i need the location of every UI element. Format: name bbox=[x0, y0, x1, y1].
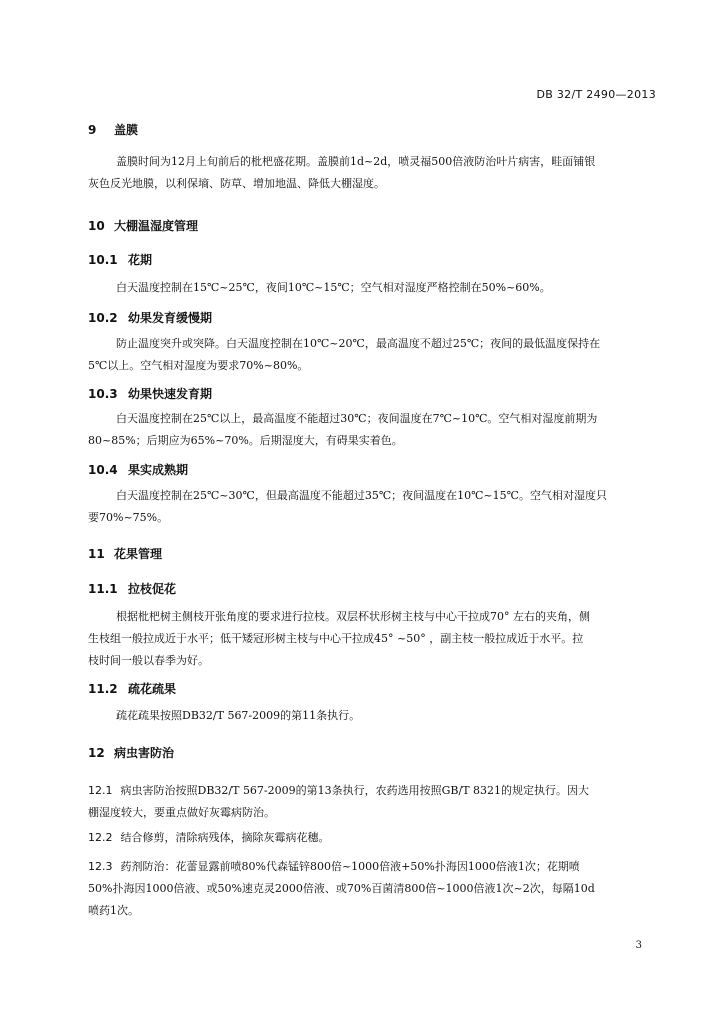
section-number: 12 bbox=[88, 746, 105, 760]
section-number: 10.4 bbox=[88, 463, 118, 477]
standard-code-header: DB 32/T 2490—2013 bbox=[536, 88, 656, 101]
section-10-4-paragraph bbox=[88, 485, 658, 529]
section-12-1-paragraph bbox=[88, 780, 658, 824]
section-heading-10-3 bbox=[88, 385, 212, 402]
section-heading-12 bbox=[88, 744, 174, 761]
section-title: 花果管理 bbox=[114, 547, 163, 561]
paragraph-line: 根据枇杷树主侧枝开张角度的要求进行拉枝。双层杯状形树主枝与中心干拉成70° 左右的夹角，侧 bbox=[116, 610, 590, 623]
section-title: 病虫害防治 bbox=[114, 746, 175, 760]
paragraph-line: 结合修剪，清除病残体，摘除灰霉病花穗。 bbox=[120, 831, 330, 844]
paragraph-line: 灰色反光地膜，以利保墒、防草、增加地温、降低大棚湿度。 bbox=[88, 177, 385, 190]
paragraph-line: 50%扑海因1000倍液、或50%速克灵2000倍液、或70%百菌清800倍~1000倍液1次~2次，每隔10d bbox=[88, 882, 595, 895]
paragraph-line: 病虫害防治按照DB32/T 567-2009的第13条执行，农药选用按照GB/T 8321的规定执行。因大 bbox=[120, 784, 590, 797]
section-10-2-paragraph bbox=[88, 333, 658, 377]
paragraph-line: 生枝组一般拉成近于水平；低干矮冠形树主枝与中心干拉成45° ~50° ，副主枝一般拉成近于水平。拉 bbox=[88, 632, 584, 645]
paragraph-line: 80~85%；后期应为65%~70%。后期湿度大，有碍果实着色。 bbox=[88, 434, 403, 447]
paragraph-line: 枝时间一般以春季为好。 bbox=[88, 654, 209, 667]
paragraph-line: 药剂防治：花蕾显露前喷80%代森锰锌800倍~1000倍液+50%扑海因1000倍液1次；花期喷 bbox=[120, 860, 580, 873]
section-heading-10-4 bbox=[88, 461, 188, 478]
section-heading-11 bbox=[88, 545, 162, 562]
paragraph-line: 白天温度控制在25℃~30℃，但最高温度不能超过35℃；夜间温度在10℃~15℃。空气相对湿度只 bbox=[116, 489, 607, 502]
section-number: 10.3 bbox=[88, 387, 118, 401]
section-title: 幼果快速发育期 bbox=[128, 387, 213, 401]
section-11-1-paragraph bbox=[88, 606, 658, 672]
section-title: 果实成熟期 bbox=[128, 463, 189, 477]
section-heading-10-2 bbox=[88, 309, 212, 326]
page-number: 3 bbox=[635, 940, 642, 951]
section-title: 幼果发育缓慢期 bbox=[128, 311, 213, 325]
section-heading-9 bbox=[88, 121, 138, 138]
section-number: 11.1 bbox=[88, 582, 118, 596]
paragraph-line: 棚湿度较大，要重点做好灰霉病防治。 bbox=[88, 806, 275, 819]
section-title: 盖膜 bbox=[114, 123, 139, 137]
section-heading-11-1 bbox=[88, 580, 176, 597]
section-9-paragraph bbox=[88, 151, 658, 195]
section-10-1-paragraph bbox=[88, 277, 658, 299]
section-title: 疏花疏果 bbox=[128, 682, 177, 696]
clause-number: 12.2 bbox=[88, 831, 113, 844]
clause-number: 12.3 bbox=[88, 860, 113, 873]
section-number: 11.2 bbox=[88, 682, 118, 696]
section-heading-10-1 bbox=[88, 251, 152, 268]
paragraph-line: 要70%~75%。 bbox=[88, 511, 169, 524]
section-12-2-paragraph bbox=[88, 827, 658, 849]
section-11-2-paragraph bbox=[88, 705, 658, 727]
section-12-3-paragraph bbox=[88, 856, 658, 922]
section-title: 花期 bbox=[128, 253, 153, 267]
section-number: 9 bbox=[88, 123, 97, 137]
paragraph-line: 疏花疏果按照DB32/T 567-2009的第11条执行。 bbox=[116, 709, 361, 722]
clause-number: 12.1 bbox=[88, 784, 113, 797]
paragraph-line: 喷药1次。 bbox=[88, 904, 139, 917]
section-number: 10.1 bbox=[88, 253, 118, 267]
section-10-3-paragraph bbox=[88, 408, 658, 452]
section-number: 11 bbox=[88, 547, 105, 561]
section-number: 10 bbox=[88, 219, 105, 233]
section-heading-10 bbox=[88, 217, 198, 234]
paragraph-line: 盖膜时间为12月上旬前后的枇杷盛花期。盖膜前1d~2d，喷灵福500倍液防治叶片病害，畦面铺银 bbox=[116, 155, 596, 168]
paragraph-line: 白天温度控制在25℃以上，最高温度不能超过30℃；夜间温度在7℃~10℃。空气相对湿度前期为 bbox=[116, 412, 598, 425]
paragraph-line: 防止温度突升或突降。白天温度控制在10℃~20℃，最高温度不超过25℃；夜间的最低温度保持在 bbox=[116, 337, 601, 350]
paragraph-line: 白天温度控制在15℃~25℃，夜间10℃~15℃；空气相对湿度严格控制在50%~60%。 bbox=[116, 281, 551, 294]
section-number: 10.2 bbox=[88, 311, 118, 325]
section-title: 大棚温湿度管理 bbox=[114, 219, 199, 233]
section-heading-11-2 bbox=[88, 680, 176, 697]
paragraph-line: 5℃以上。空气相对湿度为要求70%~80%。 bbox=[88, 359, 309, 372]
section-title: 拉枝促花 bbox=[128, 582, 177, 596]
